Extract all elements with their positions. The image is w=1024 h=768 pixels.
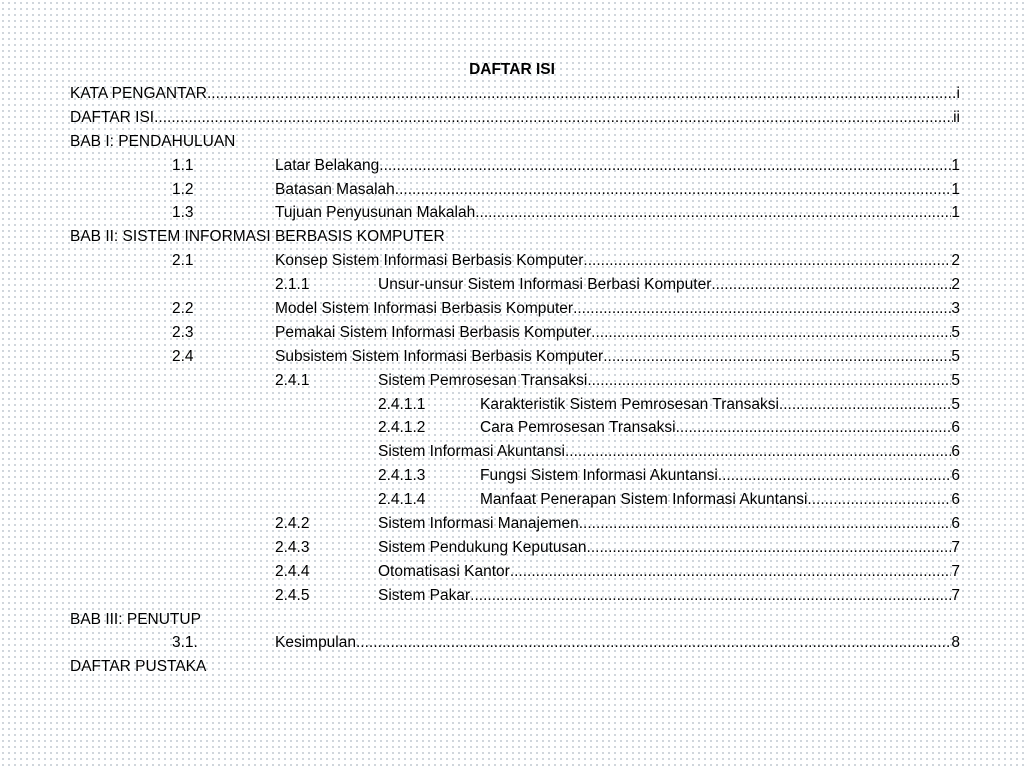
toc-entry-label: DAFTAR ISI — [70, 108, 155, 126]
toc-entry — [70, 488, 960, 512]
toc-entry-label: DAFTAR PUSTAKA — [70, 658, 207, 676]
toc-entry-label: Fungsi Sistem Informasi Akuntansi — [480, 467, 718, 485]
dot-leader — [591, 321, 951, 345]
toc-entry-label: BAB I: PENDAHULUAN — [70, 132, 236, 150]
toc-entry-label: Subsistem Sistem Informasi Berbasis Komputer — [275, 347, 604, 365]
toc-entry-page-number: 6 — [951, 467, 960, 485]
toc-entry-number: 2.4.3 — [275, 538, 310, 556]
toc-entry — [70, 178, 960, 202]
toc-entry-number: 2.1.1 — [275, 276, 310, 294]
dot-leader — [711, 273, 951, 297]
toc-entry — [70, 82, 960, 106]
dot-leader — [779, 393, 951, 417]
toc-entry-label: Sistem Informasi Akuntansi — [378, 443, 565, 461]
toc-entry-page-number: 5 — [951, 371, 960, 389]
toc-entry-number: 1.3 — [172, 204, 194, 222]
toc-entry — [70, 154, 960, 178]
page-title: DAFTAR ISI — [469, 61, 555, 78]
toc-entry — [70, 393, 960, 417]
toc-entry-page-number: 8 — [951, 634, 960, 652]
toc-entry-label: Cara Pemrosesan Transaksi — [480, 419, 676, 437]
toc-entry — [70, 440, 960, 464]
toc-entry-number: 2.3 — [172, 323, 194, 341]
dot-leader — [475, 201, 951, 225]
dot-leader — [356, 631, 951, 655]
toc-entry — [70, 201, 960, 225]
toc-entry — [70, 536, 960, 560]
dot-leader — [470, 584, 951, 608]
toc-entry — [70, 512, 960, 536]
toc-entry — [70, 273, 960, 297]
toc-entry — [70, 369, 960, 393]
toc-entry-number: 2.4.1.2 — [378, 419, 426, 437]
dot-leader — [587, 369, 951, 393]
toc-entry-label: Sistem Pemrosesan Transaksi — [378, 371, 588, 389]
toc-entry-page-number: 7 — [951, 538, 960, 556]
toc-list — [70, 82, 960, 679]
toc-entry-page-number: ii — [953, 108, 960, 126]
dot-leader — [579, 512, 952, 536]
dot-leader — [395, 178, 952, 202]
toc-entry-number: 2.4 — [172, 347, 194, 365]
toc-entry — [70, 655, 960, 679]
toc-entry-number: 2.4.1.4 — [378, 491, 426, 509]
dot-leader — [207, 82, 957, 106]
toc-entry-number: 2.4.1 — [275, 371, 310, 389]
toc-entry-number: 2.4.2 — [275, 515, 310, 533]
toc-entry-label: Manfaat Penerapan Sistem Informasi Akuntansi — [480, 491, 808, 509]
toc-entry-label: Otomatisasi Kantor — [378, 562, 510, 580]
toc-entry-page-number: 3 — [951, 300, 960, 318]
toc-entry-label: Batasan Masalah — [275, 180, 395, 198]
dot-leader — [154, 106, 953, 130]
toc-entry-label: Sistem Informasi Manajemen — [378, 515, 579, 533]
toc-entry-label: Kesimpulan — [275, 634, 356, 652]
toc-entry-label: BAB III: PENUTUP — [70, 610, 201, 628]
toc-entry — [70, 321, 960, 345]
toc-entry-page-number: 1 — [951, 180, 960, 198]
toc-entry — [70, 560, 960, 584]
toc-entry-label: Pemakai Sistem Informasi Berbasis Komputer — [275, 323, 592, 341]
toc-entry-number: 1.2 — [172, 180, 194, 198]
dot-leader — [587, 536, 952, 560]
toc-entry — [70, 584, 960, 608]
toc-entry-page-number: 5 — [951, 347, 960, 365]
toc-entry-number: 2.4.4 — [275, 562, 310, 580]
toc-entry-label: Sistem Pendukung Keputusan — [378, 538, 587, 556]
toc-entry — [70, 345, 960, 369]
dot-leader — [676, 416, 952, 440]
dot-leader — [510, 560, 952, 584]
dot-leader — [583, 249, 951, 273]
dot-leader — [807, 488, 951, 512]
dot-leader — [603, 345, 951, 369]
toc-entry-page-number: 1 — [951, 156, 960, 174]
toc-entry-number: 3.1. — [172, 634, 198, 652]
toc-entry-label: BAB II: SISTEM INFORMASI BERBASIS KOMPUTER — [70, 228, 445, 246]
toc-entry — [70, 464, 960, 488]
toc-entry-number: 1.1 — [172, 156, 194, 174]
toc-entry-page-number: 6 — [951, 515, 960, 533]
toc-entry — [70, 249, 960, 273]
toc-entry-page-number: 2 — [951, 276, 960, 294]
toc-entry-number: 2.2 — [172, 300, 194, 318]
toc-entry-label: Model Sistem Informasi Berbasis Komputer — [275, 300, 574, 318]
toc-entry-label: Sistem Pakar — [378, 586, 471, 604]
toc-entry-page-number: 6 — [951, 491, 960, 509]
dot-leader — [565, 440, 951, 464]
toc-entry-page-number: 6 — [951, 419, 960, 437]
toc-entry-number: 2.1 — [172, 252, 194, 270]
toc-entry-label: KATA PENGANTAR — [70, 85, 207, 102]
toc-entry — [70, 416, 960, 440]
toc-entry — [70, 106, 960, 130]
toc-entry-page-number: 7 — [951, 586, 960, 604]
toc-entry-page-number: 6 — [951, 443, 960, 461]
dot-leader — [718, 464, 952, 488]
toc-entry-page-number: 5 — [951, 395, 960, 413]
toc-entry-page-number: 7 — [951, 562, 960, 580]
toc-entry-label: Tujuan Penyusunan Makalah — [275, 204, 476, 222]
toc-entry — [70, 631, 960, 655]
toc-entry — [70, 225, 960, 249]
dot-leader — [379, 154, 951, 178]
toc-entry — [70, 608, 960, 632]
toc-entry — [70, 297, 960, 321]
toc-entry-page-number: 5 — [951, 323, 960, 341]
toc-entry-page-number: i — [956, 85, 960, 102]
toc-entry-number: 2.4.1.1 — [378, 395, 426, 413]
toc-entry-number: 2.4.1.3 — [378, 467, 426, 485]
toc-entry-page-number: 2 — [951, 252, 960, 270]
toc-entry-label: Unsur-unsur Sistem Informasi Berbasi Komputer — [378, 276, 712, 294]
toc-entry-page-number: 1 — [951, 204, 960, 222]
dot-leader — [573, 297, 951, 321]
toc-entry-label: Karakteristik Sistem Pemrosesan Transaksi — [480, 395, 779, 413]
toc-entry-label: Latar Belakang — [275, 156, 380, 174]
toc-entry-number: 2.4.5 — [275, 586, 310, 604]
toc-entry-label: Konsep Sistem Informasi Berbasis Komputer — [275, 252, 584, 270]
toc-entry — [70, 130, 960, 154]
